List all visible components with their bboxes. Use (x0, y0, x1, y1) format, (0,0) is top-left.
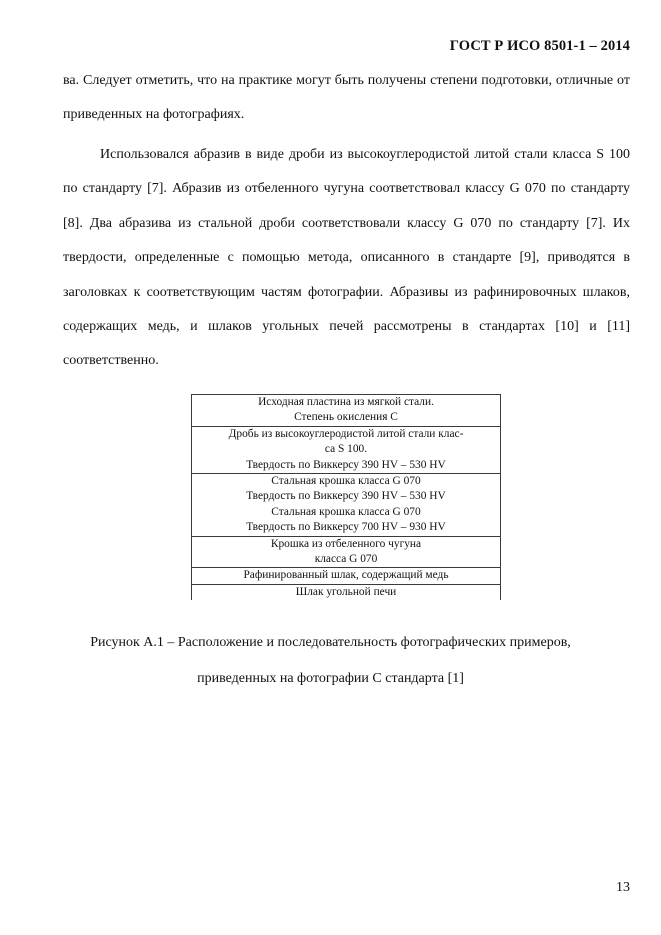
table-cell-coal-furnace-slag (192, 584, 501, 600)
paragraph-continuation: ва. Следует отметить, что на практике могут быть получены степени подготовки, отличные от приведенных на фотографиях. (63, 73, 630, 123)
cell-line: Дробь из высокоуглеродистой литой стали клас- (228, 427, 464, 440)
cell-line: са S 100. (324, 443, 368, 456)
cell-line: Твердость по Виккерсу 390 HV – 530 HV (246, 490, 446, 503)
cell-line: Исходная пластина из мягкой стали. (258, 396, 434, 408)
cell-line: Твердость по Виккерсу 700 HV – 930 HV (246, 521, 446, 534)
figure-caption-line1: Рисунок А.1 – Расположение и последовательность фотографических примеров, (90, 635, 571, 650)
table-row (192, 395, 501, 427)
table-cell-steel-shot (192, 426, 501, 473)
cell-line: Твердость по Виккерсу 390 HV – 530 HV (246, 458, 446, 471)
figure-caption-line2: приведенных на фотографии С стандарта [1] (197, 671, 464, 686)
cell-line: Рафинированный шлак, содержащий медь (243, 569, 449, 582)
table-row (192, 584, 501, 600)
table-row (192, 474, 501, 537)
table-row (192, 426, 501, 473)
figure-layout-table (191, 394, 501, 600)
cell-line: Стальная крошка класса G 070 (271, 475, 421, 488)
cell-line: Степень окисления С (294, 411, 398, 424)
cell-line: класса G 070 (314, 553, 378, 566)
table-cell-steel-grit (192, 474, 501, 537)
cell-line: Шлак угольной печи (295, 585, 397, 598)
standard-header: ГОСТ Р ИСО 8501-1 – 2014 (449, 38, 630, 54)
paragraph-abrasives: Использовался абразив в виде дроби из высокоуглеродистой литой стали класса S 100 по стандарту [7]. Абразив из отбеленного чугуна соответствовал классу G 070 по стандарту [8]. Два абразива из стальной дроби соответствовали классу G 070 по стандарту [7]. Их твердости, определенные с помощью метода, описанного в стандарте [9], приводятся в заголовках к соответствующим частям фотографии. Абразивы из рафинировочных шлаков, содержащих медь, и шлаков угольных печей рассмотрены в стандартах [10] и [11] соответственно. (63, 147, 630, 369)
table-cell-copper-slag (192, 568, 501, 584)
cell-line: Крошка из отбеленного чугуна (270, 537, 422, 550)
table-row (192, 536, 501, 568)
table-cell-chilled-iron-grit (192, 536, 501, 568)
page-number: 13 (616, 880, 630, 895)
cell-line: Стальная крошка класса G 070 (271, 505, 421, 518)
table-row (192, 568, 501, 584)
table-cell-initial-plate (192, 395, 501, 427)
